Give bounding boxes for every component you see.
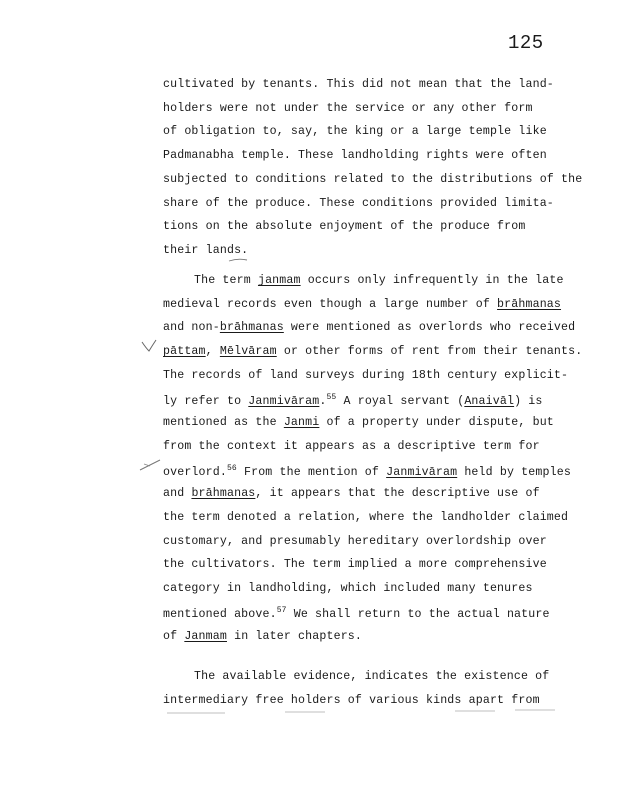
text-span: occurs only infrequently in the late [300,274,564,287]
text-span: tions on the absolute enjoyment of the produce from [163,220,526,234]
underlined-term: janmam [257,274,301,287]
text-line [163,582,533,595]
text-line [163,630,362,643]
text-span: of a property under dispute, but [319,416,554,430]
underlined-term: brāhmanas [191,487,256,501]
text-span: customary, and presumably hereditary overlordship over [163,534,547,548]
text-span: intermediary free holders of various kinds apart from [163,693,540,707]
text-span: ) is [514,394,543,408]
text-span: and [163,487,192,501]
text-span: The records of land surveys during 18th century explicit- [163,368,569,382]
footnote-ref: 56 [226,463,237,473]
text-span: of obligation to, say, the king or a large temple like [163,125,547,139]
text-line [163,606,550,621]
text-line [194,670,549,683]
text-line [163,511,568,524]
text-span: their lands. [163,243,249,257]
text-span: overlord. [163,465,227,479]
text-span: We shall return to the actual nature [286,607,550,621]
text-span: from the context it appears as a descriptive term for [163,439,540,453]
underlined-term: Janmivāram [386,465,458,479]
text-line [163,244,248,257]
text-line [163,694,540,707]
text-span: were mentioned as overlords who received [283,321,576,335]
text-span: subjected to conditions related to the distributions of the [163,172,583,186]
text-line [163,102,533,115]
text-span: . [319,394,327,408]
text-span: From the mention of [236,465,387,479]
underlined-term: pāttam [163,345,206,359]
text-line [163,298,561,311]
text-span: the cultivators. The term implied a more comprehensive [163,558,547,572]
underlined-term: Janmi [283,416,320,430]
text-span: of [163,629,185,643]
text-span: A royal servant ( [336,394,465,408]
underlined-term: Janmam [184,629,227,643]
text-span: share of the produce. These conditions provided limita- [163,196,554,210]
footnote-ref: 55 [326,392,337,402]
text-line [163,487,540,500]
text-span: , [205,345,220,359]
margin-tick-mark [138,458,162,472]
text-span: and non- [163,321,220,335]
text-span: in later chapters. [226,629,363,643]
text-span: The available evidence, indicates the existence of [194,670,550,683]
text-span: the term denoted a relation, where the landholder claimed [163,511,569,524]
underlined-term: Anaivāl [464,394,515,408]
underlined-term: brāhmanas [497,297,562,311]
text-line [163,558,547,571]
text-span: category in landholding, which included many tenures [163,582,533,596]
text-span: holders were not under the service or any other form [163,101,533,115]
underlined-term: Mēlvāram [219,345,277,359]
text-span: medieval records even though a large number of [163,297,498,311]
text-span: mentioned above. [163,607,277,621]
text-line [163,345,582,358]
text-line [163,197,554,210]
underlined-term: brāhmanas [219,321,284,335]
text-span: or other forms of rent from their tenants. [276,345,583,359]
text-span: cultivated by tenants. This did not mean that the land- [163,78,554,91]
text-span: ly refer to [163,394,249,408]
text-line [163,369,568,382]
text-line [163,416,554,429]
text-span: mentioned as the [163,416,284,430]
text-line [163,440,540,453]
text-span: held by temples [457,465,571,479]
text-line [163,125,547,138]
text-line [163,464,571,479]
underlined-term: Janmivāram [248,394,320,408]
text-line [163,321,575,334]
text-line [163,393,543,408]
text-line [163,535,547,548]
text-line [163,220,525,233]
text-line [163,149,547,162]
margin-tick-mark [140,338,158,354]
text-span: , it appears that the descriptive use of [255,487,540,501]
underline-dash-mark [228,257,248,263]
text-span: The term [194,274,258,287]
scan-artifact-line [165,707,565,715]
text-line [163,173,582,186]
text-line [163,78,554,91]
footnote-ref: 57 [276,605,287,615]
page-number: 125 [508,32,544,54]
text-line [194,274,564,287]
text-span: Padmanabha temple. These landholding rights were often [163,149,547,163]
